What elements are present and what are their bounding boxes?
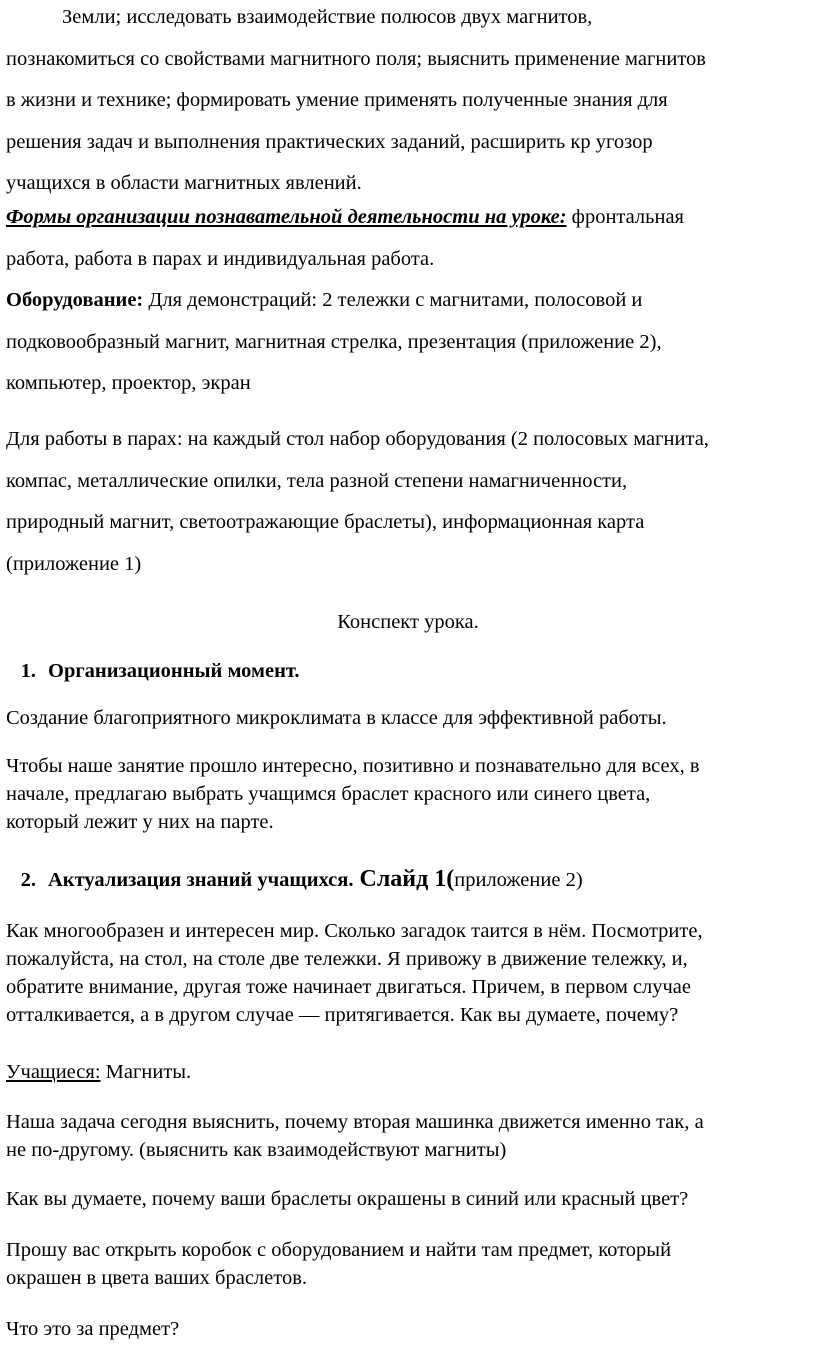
summary-title: Конспект урока. [337,611,479,633]
world-line: отталкивается, а в другом случае — притягивается. Как вы думаете, почему? [6,1004,679,1026]
intro-line: познакомиться со свойствами магнитного поля; выяснить применение магнитов [6,47,706,70]
what-question: Что это за предмет? [6,1318,180,1340]
world-line: пожалуйста, на стол, на столе две тележки. Я привожу в движение тележку, и, [6,948,688,970]
section-2-title: Актуализация знаний учащихся. [48,869,354,891]
section-1-title: Организационный момент. [48,660,300,682]
section-1-number: 1. [20,660,36,682]
box-line: Прошу вас открыть коробок с оборудованием и найти там предмет, который [6,1239,672,1261]
world-line: Как многообразен и интересен мир. Сколько загадок таится в нём. Посмотрите, [6,920,703,942]
pairs-paragraph [6,419,715,585]
world-paragraph [6,917,709,1029]
section-2-heading [0,862,589,897]
forms-text-line: работа, работа в парах и индивидуальная работа. [6,247,435,270]
section-2-number: 2. [20,869,36,891]
bracelet-line: который лежит у них на парте. [6,811,274,833]
equipment-text: Для демонстраций: 2 тележки с магнитами, полосовой и [143,289,643,311]
equipment-text-line: подковообразный магнит, магнитная стрелка, презентация (приложение 2), [6,330,662,353]
bracelet-line: начале, предлагаю выбрать учащимся браслет красного или синего цвета, [6,783,651,805]
students-answer: Магниты. [100,1061,192,1083]
bracelet-paragraph [6,752,706,836]
task-line: не по-другому. (выяснить как взаимодействуют магниты) [6,1139,507,1161]
pairs-line: Для работы в парах: на каждый стол набор оборудования (2 полосовых магнита, [6,428,709,450]
intro-line: решения задач и выполнения практических заданий, расширить кр угозор [6,130,653,153]
box-line: окрашен в цвета ваших браслетов. [6,1267,307,1289]
pairs-line: природный магнит, светоотражающие браслеты), информационная карта [6,511,645,533]
intro-line: учащихся в области магнитных явлений. [6,172,362,194]
task-line: Наша задача сегодня выяснить, почему вторая машинка движется именно так, а [6,1111,704,1133]
forms-paragraph [6,197,690,280]
students-label: Учащиеся: [6,1061,101,1083]
section-1-heading [0,655,306,687]
bracelets-question: Как вы думаете, почему ваши браслеты окрашены в синий или красный цвет? [6,1188,689,1210]
task-paragraph [6,1108,710,1164]
equipment-text-line: компьютер, проектор, экран [6,372,251,394]
intro-line: в жизни и технике; формировать умение применять полученные знания для [6,89,668,111]
climate-paragraph: Создание благоприятного микроклимата в классе для эффективной работы. [6,707,667,729]
forms-text: фронтальная [566,206,684,228]
pairs-line: (приложение 1) [6,552,142,575]
students-paragraph [6,1056,197,1088]
forms-label: Формы организации познавательной деятельности на уроке: [6,206,567,228]
equipment-paragraph [6,280,668,405]
bracelet-line: Чтобы наше занятие прошло интересно, позитивно и познавательно для всех, в [6,755,700,777]
section-2-paren: ( [446,866,455,892]
world-line: обратите внимание, другая тоже начинает двигаться. Причем, в первом случае [6,976,692,998]
box-paragraph [6,1236,677,1292]
intro-paragraph [0,0,712,205]
pairs-line: компас, металлические опилки, тела разной степени намагниченности, [6,469,628,492]
equipment-label: Оборудование: [6,289,144,311]
intro-line: Земли; исследовать взаимодействие полюсов двух магнитов, [62,6,593,28]
section-2-appendix: приложение 2) [454,869,583,891]
section-2-slide: Слайд 1 [353,866,447,892]
